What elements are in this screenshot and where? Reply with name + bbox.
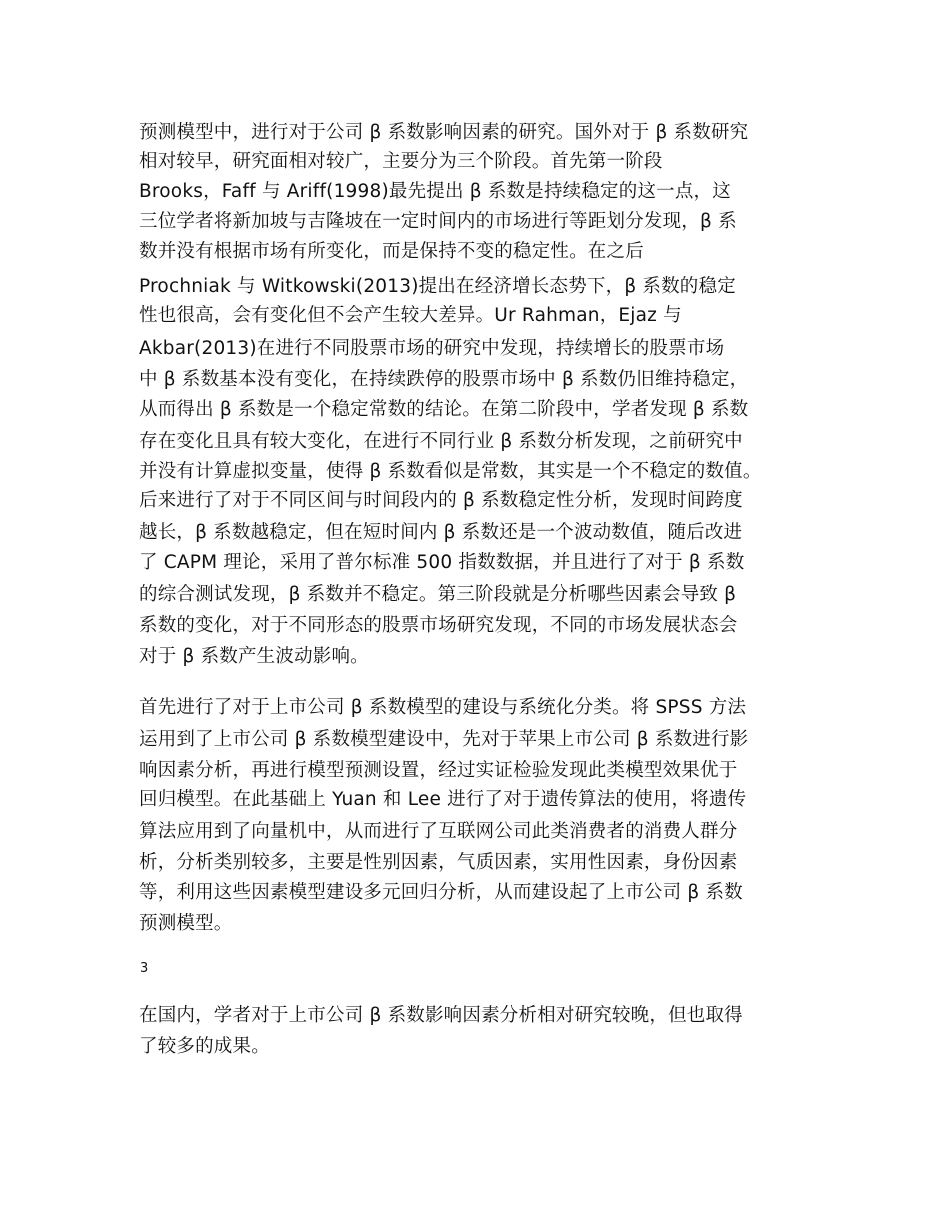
text-line: 预测模型中，进行对于公司 β 系数影响因素的研究。国外对于 β 系数研究 [139, 122, 749, 143]
text-line: 对于 β 系数产生波动影响。 [139, 646, 369, 667]
text-line: 后来进行了对于不同区间与时间段内的 β 系数稳定性分析，发现时间跨度 [139, 490, 743, 511]
text-line: 响因素分析，再进行模型预测设置，经过实证检验发现此类模型效果优于 [139, 760, 738, 781]
text-line: Prochniak 与 Witkowski(2013)提出在经济增长态势下，β 系数的稳定 [139, 276, 736, 297]
text-line: 析，分析类别较多，主要是性别因素，气质因素，实用性因素，身份因素 [139, 852, 738, 873]
text-line: 了较多的成果。 [139, 1036, 270, 1057]
text-line: Brooks，Faff 与 Ariff(1998)最先提出 β 系数是持续稳定的这一点，这 [139, 181, 731, 202]
text-line: 的综合测试发现，β 系数并不稳定。第三阶段就是分析哪些因素会导致 β [139, 584, 737, 605]
text-line: 存在变化且具有较大变化，在进行不同行业 β 系数分析发现，之前研究中 [139, 431, 743, 452]
text-line: 等，利用这些因素模型建设多元回归分析，从而建设起了上市公司 β 系数 [139, 882, 743, 903]
text-line: 预测模型。 [139, 913, 233, 934]
text-line: 在国内，学者对于上市公司 β 系数影响因素分析相对研究较晚，但也取得 [139, 1005, 743, 1026]
text-line: 首先进行了对于上市公司 β 系数模型的建设与系统化分类。将 SPSS 方法 [139, 697, 747, 718]
text-line: Akbar(2013)在进行不同股票市场的研究中发现，持续增长的股票市场 [139, 338, 725, 359]
page-number: 3 [140, 961, 149, 976]
text-line: 回归模型。在此基础上 Yuan 和 Lee 进行了对于遗传算法的使用，将遗传 [139, 789, 747, 810]
text-line: 相对较早，研究面相对较广，主要分为三个阶段。首先第一阶段 [139, 151, 663, 172]
text-line: 越长，β 系数越稳定，但在短时间内 β 系数还是一个波动数值，随后改进 [139, 522, 743, 543]
text-line: 三位学者将新加坡与吉隆坡在一定时间内的市场进行等距划分发现，β 系 [139, 211, 737, 232]
text-line: 了 CAPM 理论，采用了普尔标准 500 指数数据，并且进行了对于 β 系数 [139, 552, 745, 573]
text-line: 从而得出 β 系数是一个稳定常数的结论。在第二阶段中，学者发现 β 系数 [139, 399, 749, 420]
text-line: 并没有计算虚拟变量，使得 β 系数看似是常数，其实是一个不稳定的数值。 [139, 461, 762, 482]
text-line: 数并没有根据市场有所变化，而是保持不变的稳定性。在之后 [139, 241, 644, 262]
text-line: 性也很高，会有变化但不会产生较大差异。Ur Rahman，Ejaz 与 [139, 305, 682, 326]
text-line: 算法应用到了向量机中，从而进行了互联网公司此类消费者的消费人群分 [139, 821, 738, 842]
text-line: 中 β 系数基本没有变化，在持续跌停的股票市场中 β 系数仍旧维持稳定， [139, 369, 749, 390]
text-line: 系数的变化，对于不同形态的股票市场研究发现，不同的市场发展状态会 [139, 615, 738, 636]
text-line: 运用到了上市公司 β 系数模型建设中，先对于苹果上市公司 β 系数进行影 [139, 729, 749, 750]
